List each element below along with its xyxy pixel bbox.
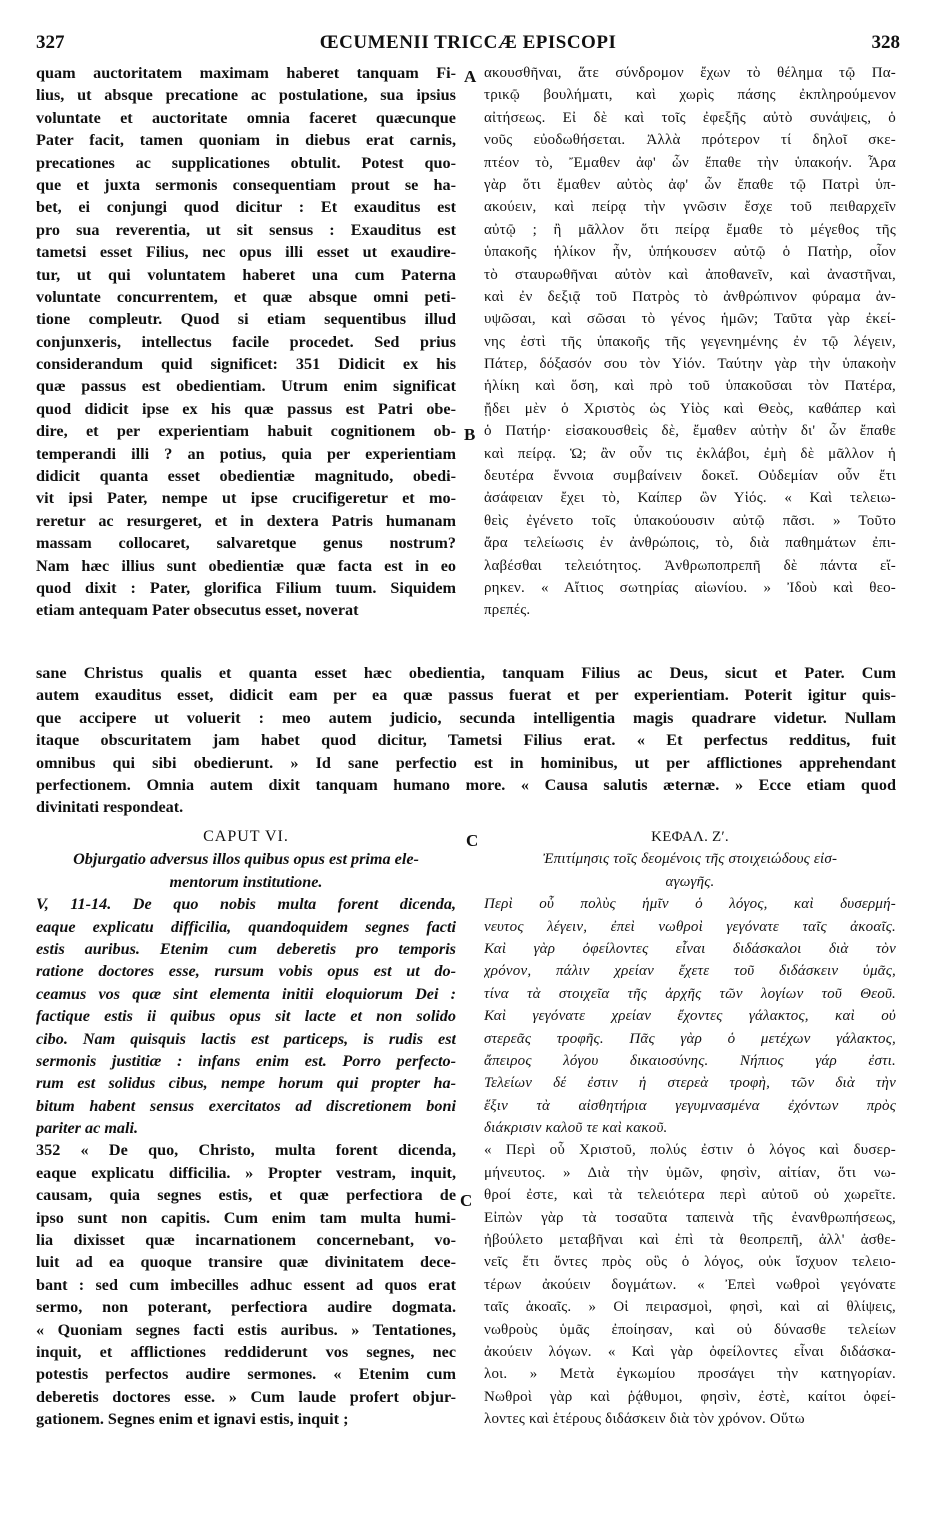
latin-text-line: divinitati respondeat.: [36, 798, 184, 817]
verse-line: rum est solidus cibus, nempe horum qui propter ha-: [36, 1074, 456, 1093]
greek-text-line: τὸ σταυρωθῆναι αὐτὸν καὶ ἀποθανεῖν, καὶ ἀναστῆναι,: [484, 266, 896, 283]
greek-text-line: αἰτήσεως. Εἰ δὲ καὶ τοῖς ἐφεξῆς αὐτὸ συνάψεις, ὁ: [484, 109, 896, 126]
commentary-line: νωθροὺς ὑμᾶς ἐποίησαν, καὶ οὐ δύνασθε τελείων: [484, 1321, 896, 1338]
verse-line: νευτος λέγειν, ἐπεὶ νωθροὶ γεγόνατε ταῖς ἀκοαῖς.: [484, 918, 896, 935]
summary-line: αγωγῆς.: [665, 873, 715, 890]
verse-line: χρόνον, πάλιν χρείαν ἔχετε τοῦ διδάσκειν ὑμᾶς,: [484, 963, 896, 980]
latin-text-line: temperandi illi ? an potius, quia per experientiam: [36, 444, 456, 463]
page-header: [36, 32, 900, 58]
verse-line: ἄπειρος λόγου δικαιοσύνης. Νήπιος γάρ ἐστι.: [484, 1052, 896, 1069]
commentary-line: ταῖς ἀκοαῖς. » Οἱ πειρασμοὶ, φησὶ, καὶ αἱ θλίψεις,: [484, 1299, 896, 1316]
greek-text-line: ὁ Πατήρ· εἰσακουσθεὶς δὲ, ἔμαθεν αὐτὴν δι' ὧν ἔπαθε: [484, 423, 896, 440]
latin-text-line: reretur ac resurgeret, et in dextera Patris humanam: [36, 511, 456, 530]
latin-column-top: [36, 62, 456, 622]
latin-text-line: Pater facit, tamen quoniam in diebus erat carnis,: [36, 131, 456, 150]
commentary-line: luit ad ea quoque transire quæ divinitatem dece-: [36, 1253, 456, 1272]
latin-text-line: que et juxta sermonis consequentiam prout se ha-: [36, 175, 456, 194]
commentary-line: ἠβούλετο μεταβῆναι καὶ ἐπὶ τὰ θεοπρεπῆ, ἀλλ' ἀσθε-: [484, 1232, 896, 1249]
latin-text-line: massam collocaret, salvaretque genus nostrum?: [36, 534, 456, 553]
greek-text-line: καὶ πείρᾳ. Ὡ; ἂν οὖν τις ἐκλάβοι, ἐμὴ δὲ μᾶλλον ἡ: [484, 445, 896, 462]
latin-text-line: que accipere ut voluerit : meo autem judicio, secunda intelligentia magis quadrare videtur. Nullam: [36, 708, 896, 727]
latin-text-line: voluntate et auctoritate omnia faceret quæcunque: [36, 108, 456, 127]
summary-line: Objurgatio adversus illos quibus opus est prima ele-: [73, 850, 419, 869]
margin-marker-b: B: [464, 425, 476, 444]
greek-text-line: πτέον τὸ, Ἔμαθεν ἀφ' ὧν ἔπαθε τὴν ὑπακοήν. Ἆρα: [484, 154, 896, 171]
chapter-summary-greek: [484, 848, 896, 893]
greek-text-line: ακουσθῆναι, ἅτε σύνδρομον ἔχων τὸ θέλημα τῷ Πα-: [484, 65, 896, 81]
latin-text-line: voluntate concurrentem, et quæ absque omni peti-: [36, 287, 456, 306]
commentary-line: θροί ἐστε, καὶ τὰ τελειότερα περὶ αὐτοῦ οὐ χωρεῖτε.: [484, 1187, 896, 1204]
chapter-heading-latin: CAPUT VI.: [203, 828, 289, 845]
greek-text-line: πρεπές.: [484, 602, 531, 619]
greek-text-line: ἄρα τελείωσις ἐν ἀνθρώποις, τὸ, διὰ παθημάτων ἐπι-: [484, 535, 896, 552]
verse-line: Τελείων δέ ἐστιν ἡ στερεὰ τροφὴ, τῶν διὰ τὴν: [484, 1075, 896, 1092]
greek-text-line: δευτέρα ἔννοια συμβαίνειν δοκεῖ. Οὐδεμίαν οὖν ἔτι: [484, 468, 896, 485]
greek-text-line: νης ἐστὶ τῆς ὑπακοῆς τῆς γεγενημένης ἐν τῷ λέγειν,: [484, 333, 896, 350]
greek-text-line: νοῦς εὐοδωθήσεται. Ἀλλὰ πρότερον τί δηλοῖ σκε-: [484, 132, 896, 149]
commentary-line: μήνευτος. » Διὰ τὴν ὑμῶν, φησὶν, αἰτίαν, ὅτι νω-: [484, 1164, 896, 1181]
commentary-line: λοι. » Μετὰ ἐγκωμίου προσάγει τὴν κατηγορίαν.: [484, 1366, 896, 1383]
latin-text-line: vit ipsi Pater, nempe ut ipse crucifigeretur et mo-: [36, 489, 456, 508]
verse-line: bitum habent sensus exercitatos ad discretionem boni: [36, 1096, 456, 1115]
commentary-line: sermo, non poterant, perfectiora audire dogmata.: [36, 1298, 456, 1317]
verse-line: factique estis ii quibus opus sit lacte et non solido: [36, 1007, 456, 1026]
greek-text-line: ρηκεν. « Αἴτιος σωτηρίας αἰωνίου. » Ἰδοὺ καὶ θεο-: [484, 579, 896, 596]
greek-text-line: αὐτῷ ; ἢ μᾶλλον ὅτι πείρᾳ ἔμαθε τὸ μέγεθος τῆς: [484, 221, 896, 238]
commentary-line: causam, quia segnes estis, et quæ perfectiora de: [36, 1186, 456, 1205]
running-title: ŒCUMENII TRICCÆ EPISCOPI: [319, 32, 617, 53]
latin-column-bottom: [36, 826, 456, 1431]
commentary-line: « Περὶ οὗ Χριστοῦ, πολύς ἐστιν ὁ λόγος καὶ δυσερ-: [484, 1142, 896, 1159]
latin-text-line: considerandum quid significet: 351 Didicit ex his: [36, 355, 456, 374]
greek-text-line: ἀσάφειαν ἔχει τὸ, Καίπερ ὢν Υἱός. « Καὶ τελειω-: [484, 490, 896, 507]
page-number-left: 327: [36, 32, 65, 53]
commentary-line: ἀκούειν λόγων. « Καὶ γὰρ ὀφείλοντες εἶναι διδάσκα-: [484, 1343, 896, 1360]
latin-text-line: precationes ac supplicationes obtulit. Potest quo-: [36, 153, 456, 172]
greek-text-line: ἡλίκη καὶ ὅση, καὶ πρὸ τοῦ ὑπακοῦσαι τὸν Πατέρα,: [484, 378, 896, 395]
verse-line: διάκρισιν καλοῦ τε καὶ κακοῦ.: [484, 1120, 668, 1137]
commentary-line: inquit, et afflictiones reddiderunt vos segnes, nec: [36, 1342, 456, 1361]
page-number-right: 328: [871, 32, 900, 53]
verse-line: V, 11-14. De quo nobis multa forent dicenda,: [36, 895, 456, 914]
greek-text-line: ᾔδει μὲν ὁ Χριστὸς ὡς Υἱὸς καὶ Θεὸς, καθάπερ καὶ: [484, 400, 896, 417]
latin-text-line: tur, ut qui voluntatem haberet una cum Paterna: [36, 265, 456, 284]
commentary-line: « Quoniam segnes facti estis auribus. » Tentationes,: [36, 1320, 456, 1339]
commentary-line: ipso sunt non capitis. Cum enim tam multa humi-: [36, 1208, 456, 1227]
commentary-latin: [36, 1139, 456, 1430]
commentary-line: λοντες καὶ ἑτέρους διδάσκειν διὰ τὸν χρόνον. Οὕτω: [484, 1411, 805, 1428]
greek-text-line: Πάτερ, δόξασόν σου τὸν Υἱόν. Ταύτην γὰρ τὴν ὑπακοὴν: [484, 356, 896, 373]
greek-text-line: θεὶς ἐγένετο τοῖς ὑπακούουσιν αὐτῷ πᾶσι. » Τοῦτο: [484, 512, 896, 529]
latin-text-line: Nam hæc illius sunt obedientiæ quæ facta est in eo: [36, 556, 456, 575]
latin-text-line: quam auctoritatem maximam haberet tanquam Fi-: [36, 64, 456, 82]
greek-column-bottom: [484, 826, 896, 1431]
commentary-line: 352 « De quo, Christo, multa forent dicenda,: [36, 1141, 456, 1160]
latin-text-line: tametsi esset Filius, nec opus illi esset ut exaudire-: [36, 243, 456, 262]
greek-text-line: καὶ ἐν δεξιᾷ τοῦ Πατρὸς τὸ ἀνθρώπινον φύραμα ἀν-: [484, 288, 896, 305]
commentary-line: eaque explicatu difficilia. » Propter vestram, inquit,: [36, 1163, 456, 1182]
greek-text-line: υψῶσαι, καὶ σῶσαι τὸ γένος ἡμῶν; Ταῦτα γὰρ ἐκεί-: [484, 311, 896, 328]
latin-text-line: lius, ut absque precatione ac postulatione, sua ipsius: [36, 86, 456, 105]
latin-text-line: etiam antequam Pater obsecutus esset, noverat: [36, 601, 359, 620]
commentary-line: deberetis doctores esse. » Cum laude profert objur-: [36, 1387, 456, 1406]
latin-text-line: omnibus qui sibi obedierunt. » Id sane perfectio est in hominibus, ut per afflictiones apprehendant: [36, 753, 896, 772]
verse-line: ceamus vos quæ sint elementa initii eloquiorum Dei :: [36, 984, 456, 1003]
commentary-line: potestis perfectos audire sermones. « Etenim cum: [36, 1365, 456, 1384]
margin-marker-c-second: C: [460, 1191, 473, 1210]
margin-marker-c: C: [466, 831, 479, 850]
greek-text-line: ακούειν, καὶ πείρᾳ τὴν γνῶσιν ἔσχε τοῦ πειθαρχεῖν: [484, 199, 896, 216]
latin-text-line: quod dixit : Pater, glorifica Filium tuum. Siquidem: [36, 578, 456, 597]
verse-line: ratione doctores esse, rursum vobis opus est ut do-: [36, 962, 456, 981]
latin-text-line: perfectionem. Omnia autem dixit tanquam humano more. « Causa salutis æternæ. » Ecce etiam quod: [36, 775, 896, 794]
commentary-greek: [484, 1139, 896, 1430]
latin-text-line: pro sua reverentia, ut sit sensus : Exauditus est: [36, 220, 456, 239]
verse-line: τίνα τὰ στοιχεῖα τῆς ἀρχῆς τῶν λογίων τοῦ Θεοῦ.: [484, 985, 896, 1002]
commentary-line: lia dixisset quæ incarnationem concernebant, vo-: [36, 1231, 456, 1250]
verse-line: sermonis justitiæ : infans enim est. Porro perfecto-: [36, 1051, 456, 1070]
latin-text-line: didicit quanta esset obedientiæ magnitudo, obedi-: [36, 467, 456, 486]
latin-text-line: itaque obscuritatem jam habet quod dicitur, Tametsi Filius erat. « Et perfectus redditus, fuit: [36, 731, 896, 750]
commentary-line: Εἰπὼν γὰρ τὰ τοσαῦτα ταπεινὰ τῆς ἐνανθρωπήσεως,: [484, 1209, 896, 1226]
verse-line: Καὶ γεγόνατε χρείαν ἔχοντες γάλακτος, καὶ οὐ: [484, 1008, 896, 1025]
verse-line: στερεᾶς τροφῆς. Πᾶς γὰρ ὁ μετέχων γάλακτος,: [484, 1030, 896, 1047]
chapter-summary-latin: [36, 848, 456, 893]
greek-column-top: [484, 62, 896, 622]
commentary-line: τέρων ἀκούειν δογμάτων. « Ἐπεὶ νωθροὶ γεγόνατε: [484, 1276, 896, 1293]
commentary-line: bant : sed cum imbecilles adhuc essent ad quos erat: [36, 1275, 456, 1294]
latin-text-line: quæ passus est obedientiam. Utrum enim significat: [36, 377, 456, 396]
greek-text-line: γὰρ ὅτι ἔμαθεν αὐτὸς ἀφ' ὧν ἔπαθε τῷ Πατρὶ ὑπ-: [484, 176, 896, 193]
verse-line: Καὶ γὰρ ὀφείλοντες εἶναι διδάσκαλοι διὰ τὸν: [484, 940, 896, 957]
latin-text-line: conjunxeris, intellectus facile procedet. Sed prius: [36, 332, 456, 351]
verse-line: eaque explicatu difficilia, quandoquidem segnes facti: [36, 917, 456, 936]
commentary-line: νεῖς ἔτι ὄντες πρὸς οὓς ὁ λόγος, οὐκ ἴσχυον τελειο-: [484, 1254, 896, 1271]
chapter-heading-greek: ΚΕΦΑΛ. Ζʹ.: [651, 829, 729, 845]
margin-marker-a: A: [464, 67, 477, 86]
verse-line: ἕξιν τὰ αἰσθητήρια γεγυμνασμένα ἐχόντων πρὸς: [484, 1097, 896, 1114]
greek-text-line: λαβέσθαι τελειότητος. Ἀνθρωποπρεπῆ δὲ πάντα εἴ-: [484, 557, 896, 574]
latin-full-width-paragraph: [36, 662, 896, 819]
greek-text-line: ὑπακοῆς ἡλίκον ἦν, ὑπήκουσεν αὐτῷ ὁ Πατὴρ, οἷον: [484, 244, 896, 261]
latin-text-line: sane Christus qualis et quanta esset hæc obedientia, tanquam Filius ac Deus, sicut et Pater. Cum: [36, 664, 896, 682]
latin-text-line: bet, ei conjungi quod dicitur : Et exauditus est: [36, 198, 456, 217]
summary-line: Ἐπιτίμησις τοῖς δεομένοις τῆς στοιχειώδους εἰσ-: [542, 851, 838, 868]
verse-line: Περὶ οὗ πολὺς ἡμῖν ὁ λόγος, καὶ δυσερμή-: [484, 896, 896, 913]
verse-line: pariter ac mali.: [36, 1119, 139, 1138]
latin-text-line: autem exauditus esset, didicit eam per ea quæ passus fuerat et per experientiam. Poterit igitur quis-: [36, 686, 896, 705]
greek-text-line: τρικῷ βουλήματι, καὶ χωρὶς πάσης ἐκπληρούμενον: [484, 87, 896, 104]
scripture-verse-latin: [36, 893, 456, 1139]
latin-text-line: dire, et per experientiam habuit cognitionem ob-: [36, 422, 456, 441]
latin-text-line: tione compleutr. Quod si etiam sequentibus illud: [36, 310, 456, 329]
latin-text-line: quod didicit ipse ex his quæ passus est Patri obe-: [36, 399, 456, 418]
verse-line: estis auribus. Etenim cum deberetis pro temporis: [36, 939, 456, 958]
scripture-verse-greek: [484, 893, 896, 1139]
summary-line: mentorum institutione.: [169, 872, 323, 891]
verse-line: cibo. Nam quisquis lactis est particeps, is rudis est: [36, 1029, 456, 1048]
commentary-line: Νωθροὶ γὰρ καὶ ῥᾴθυμοι, φησὶν, ἐστὲ, καίτοι ὀφεί-: [484, 1388, 896, 1405]
commentary-line: gationem. Segnes enim et ignavi estis, inquit ;: [36, 1410, 349, 1429]
